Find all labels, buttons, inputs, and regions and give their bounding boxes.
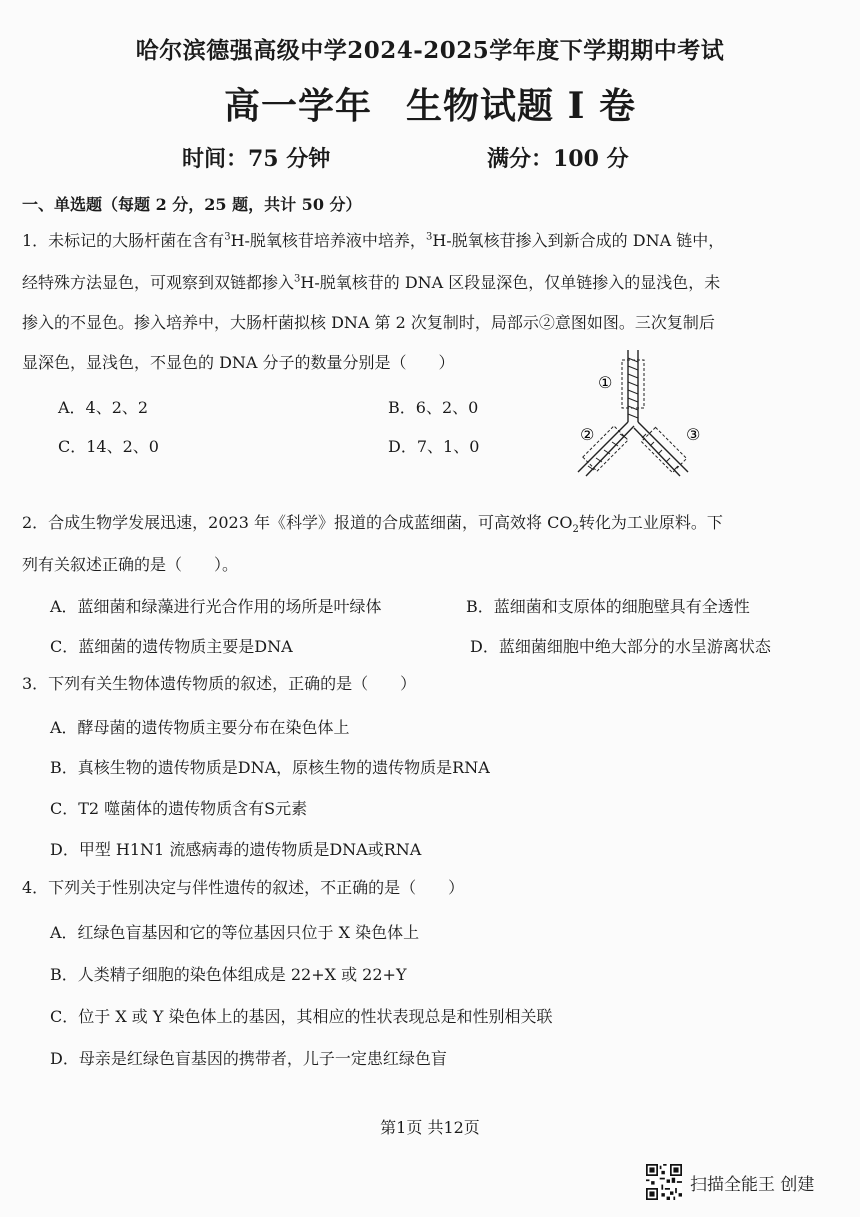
exam-title-subject: 生物试题 I 卷 (406, 85, 636, 127)
q2-line-1 (22, 513, 723, 536)
scanner-watermark-text: 扫描全能王 创建 (690, 1174, 815, 1195)
section-heading: 一、单选题（每题 2 分，25 题，共计 50 分） (22, 195, 362, 214)
qr-code-icon (646, 1164, 682, 1200)
q2-option-d: D．蓝细菌细胞中绝大部分的水呈游离状态 (470, 637, 771, 656)
q1-text: H-脱氧核苷掺入到新合成的 DNA 链中， (432, 231, 725, 250)
q1-line-2 (22, 273, 720, 293)
q3-option-c: C．T2 噬菌体的遗传物质含有S元素 (50, 799, 308, 818)
exam-title (0, 78, 860, 129)
q2-text: 转化为工业原料。下 (578, 513, 723, 532)
q1-text: H-脱氧核苷的 DNA 区段显深色，仅单链掺入的显浅色，未 (300, 273, 721, 292)
q1-option-b: B．6、2、0 (388, 398, 479, 417)
exam-title-grade: 高一学年 (224, 85, 373, 127)
scanner-watermark (646, 1163, 814, 1201)
q1-sup: 3 (294, 273, 301, 285)
q1-option-d: D．7、1、0 (388, 437, 480, 456)
diagram-label-3: ③ (686, 425, 701, 444)
exam-score: 满分：100 分 (487, 146, 629, 172)
q2-text: 2．合成生物学发展迅速，2023 年《科学》报道的合成蓝细菌，可高效将 CO (22, 513, 573, 532)
q4-option-a: A．红绿色盲基因和它的等位基因只位于 X 染色体上 (50, 923, 420, 942)
page-footer: 第1页 共12页 (380, 1118, 480, 1137)
q4-option-b: B．人类精子细胞的染色体组成是 22+X 或 22+Y (50, 965, 407, 984)
q1-line-4: 显深色，显浅色，不显色的 DNA 分子的数量分别是（ ） (22, 353, 455, 372)
exam-time: 时间：75 分钟 (182, 146, 331, 172)
q1-sup: 3 (224, 231, 231, 243)
q3-stem: 3．下列有关生物体遗传物质的叙述，正确的是（ ） (22, 674, 417, 693)
q1-text: 1．未标记的大肠杆菌在含有 (22, 231, 225, 250)
diagram-label-2: ② (580, 425, 595, 444)
q1-option-c: C．14、2、0 (58, 437, 159, 456)
q3-option-b: B．真核生物的遗传物质是DNA，原核生物的遗传物质是RNA (50, 758, 490, 777)
dna-replication-diagram (570, 346, 730, 486)
q1-sup: 3 (425, 231, 433, 243)
school-title: 哈尔滨德强高级中学2024-2025学年度下学期期中考试 (135, 37, 725, 64)
q1-line-1 (22, 231, 724, 251)
q4-stem: 4．下列关于性别决定与伴性遗传的叙述，不正确的是（ ） (22, 878, 465, 897)
q1-line-3: 掺入的不显色。掺入培养中，大肠杆菌拟核 DNA 第 2 次复制时，局部示②意图如图。三次复制后 (22, 313, 715, 332)
q2-line-2: 列有关叙述正确的是（ ）。 (22, 555, 239, 574)
q2-option-a: A．蓝细菌和绿藻进行光合作用的场所是叶绿体 (50, 597, 382, 616)
q2-option-b: B．蓝细菌和支原体的细胞壁具有全透性 (466, 597, 750, 616)
q1-option-a: A．4、2、2 (58, 398, 149, 417)
q3-option-a: A．酵母菌的遗传物质主要分布在染色体上 (50, 718, 350, 737)
q1-text: 经特殊方法显色，可观察到双链都掺入 (22, 273, 295, 292)
q2-option-c: C．蓝细菌的遗传物质主要是DNA (50, 637, 293, 656)
q1-text: H-脱氧核苷培养液中培养， (230, 231, 426, 250)
q4-option-c: C．位于 X 或 Y 染色体上的基因，其相应的性状表现总是和性别相关联 (50, 1007, 553, 1026)
q3-option-d: D．甲型 H1N1 流感病毒的遗传物质是DNA或RNA (50, 840, 422, 859)
q4-option-d: D．母亲是红绿色盲基因的携带者，儿子一定患红绿色盲 (50, 1049, 447, 1068)
q2-sub: 2 (572, 524, 579, 536)
diagram-label-1: ① (598, 373, 613, 392)
